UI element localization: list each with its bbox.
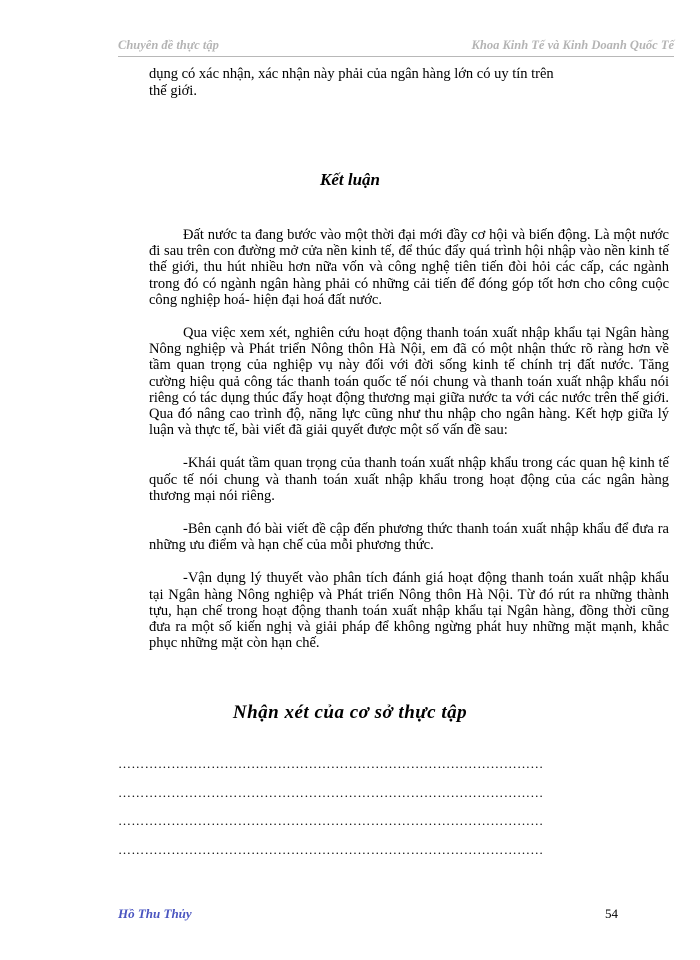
conclusion-paragraph: Đất nước ta đang bước vào một thời đại mới đầy cơ hội và biến động. Là một nước đi sau trên con đường mở cửa nền kinh tế, để thúc đẩy quá trình hội nhập vào nền kinh tế thế giới, thu hút nhiều hơn nữa vốn và công nghệ tiên tiến đòi hỏi các cấp, các ngành trong đó có ngành ngân hàng phải có những cải tiến để đóng góp tốt hơn cho công cuộc công nghiệp hoá- hiện đại hoá đất nước. xyxy=(149,227,669,308)
conclusion-bullet: -Vận dụng lý thuyết vào phân tích đánh giá hoạt động thanh toán xuất nhập khẩu tại Ngân hàng Nông nghiệp và Phát triển Nông thôn Hà Nội. Từ đó rút ra những thành tựu, hạn chế trong hoạt động thanh toán xuất nhập khẩu tại Ngân hàng, đồng thời cũng đưa ra một số kiến nghị và giải pháp để không ngừng phát huy những mặt mạnh, khắc phục những mặt còn hạn chế. xyxy=(149,570,669,652)
conclusion-title: Kết luận xyxy=(320,170,380,189)
feedback-title: Nhận xét của cơ sở thực tập xyxy=(232,702,468,723)
page-header xyxy=(118,38,674,57)
page-number: 54 xyxy=(605,906,618,921)
dotted-line: …………………………………………………………………………………… xyxy=(118,841,544,857)
conclusion-paragraph: Qua việc xem xét, nghiên cứu hoạt động thanh toán xuất nhập khẩu tại Ngân hàng Nông nghiệp và Phát triển Nông thôn Hà Nội, em đã có một nhận thức rõ ràng hơn về tầm quan trọng của nghiệp vụ này đối với đời sống kinh tế chính trị đất nước. Tăng cường hiệu quả công tác thanh toán quốc tế nói chung và thanh toán xuất nhập khẩu nói riêng có tác dụng thúc đẩy hoạt động thương mại giữa nước ta với các nước trên thế giới. Qua đó nâng cao trình độ, năng lực cũng như thu nhập cho ngân hàng. Kết hợp giữa lý luận và thực tế, bài viết đã giải quyết được một số vấn đề sau: xyxy=(149,325,669,439)
header-faculty-name: Khoa Kinh Tế và Kinh Doanh Quốc Tế xyxy=(471,38,674,52)
intro-continuation xyxy=(149,66,669,100)
feedback-writing-area xyxy=(118,756,608,870)
dotted-line: …………………………………………………………………………………… xyxy=(118,813,544,828)
dotted-line: …………………………………………………………………………………… xyxy=(118,784,544,800)
intro-line: dụng có xác nhận, xác nhận này phải của ngân hàng lớn có uy tín trên xyxy=(149,66,554,82)
conclusion-bullet: -Bên cạnh đó bài viết đề cập đến phương thức thanh toán xuất nhập khẩu để đưa ra những ưu điểm và hạn chế của mỗi phương thức. xyxy=(149,521,669,554)
header-course-title: Chuyên đề thực tập xyxy=(118,38,219,52)
intro-line: thế giới. xyxy=(149,83,197,99)
page-footer xyxy=(118,906,618,924)
footer-author: Hồ Thu Thủy xyxy=(118,906,192,921)
dotted-line: …………………………………………………………………………………… xyxy=(118,756,544,771)
conclusion-bullet: -Khái quát tầm quan trọng của thanh toán xuất nhập khẩu trong các quan hệ kinh tế quốc tế nói chung và thanh toán xuất nhập khẩu trong hoạt động của các ngân hàng thương mại nói riêng. xyxy=(149,455,669,504)
conclusion-body xyxy=(149,227,669,668)
